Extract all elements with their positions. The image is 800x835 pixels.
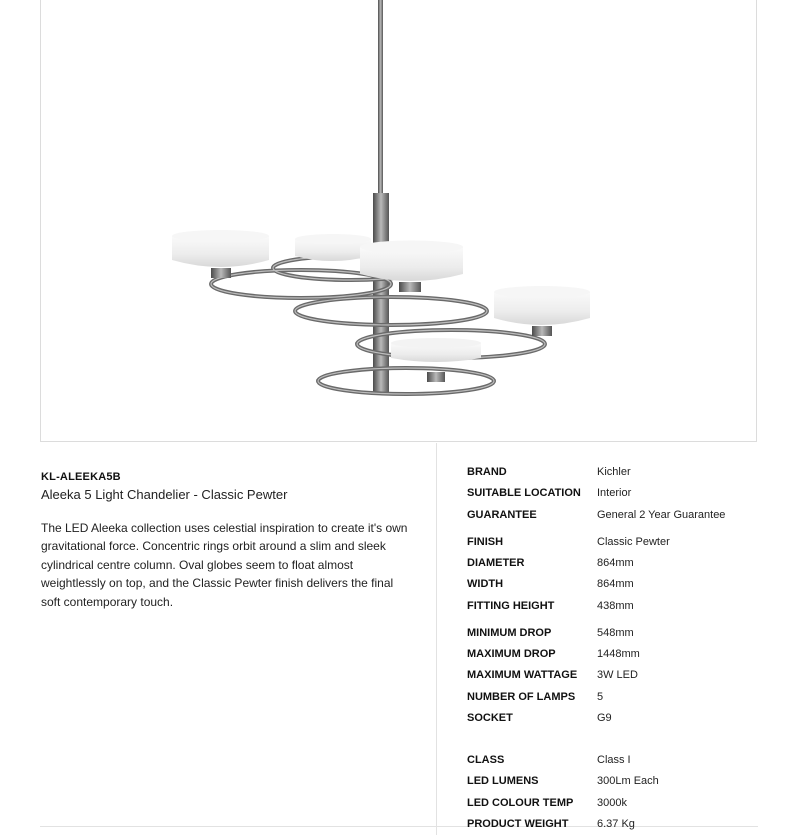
spec-value: Kichler	[597, 466, 631, 478]
spec-row	[467, 487, 767, 503]
spec-row	[467, 691, 767, 707]
spec-row	[467, 712, 767, 728]
spec-value: Interior	[597, 487, 632, 499]
spec-value: 548mm	[597, 627, 634, 639]
spec-value: General 2 Year Guarantee	[597, 509, 726, 521]
suspension-rod	[378, 0, 383, 195]
spec-value: 864mm	[597, 557, 634, 569]
spec-label: FITTING HEIGHT	[467, 600, 555, 612]
spec-label: NUMBER OF LAMPS	[467, 691, 576, 703]
spec-label: BRAND	[467, 466, 507, 478]
spec-row	[467, 536, 767, 552]
glass-shade	[494, 286, 590, 336]
spec-label: SUITABLE LOCATION	[467, 487, 581, 499]
spec-row	[467, 466, 767, 482]
spec-label: LED COLOUR TEMP	[467, 797, 574, 809]
spec-label: PRODUCT WEIGHT	[467, 818, 569, 830]
spec-value: 3000k	[597, 797, 627, 809]
glass-shade	[391, 338, 481, 382]
spec-label: FINISH	[467, 536, 504, 548]
spec-label: LED LUMENS	[467, 775, 539, 787]
spec-row	[467, 600, 767, 616]
product-description: The LED Aleeka collection uses celestial inspiration to create it's own gravitational force. Concentric rings orbit around a slim and sleek cylindrical centre column. Oval globes seem to float almost weightlessly on top, and the Classic Pewter finish delivers the final soft contemporary touch.	[41, 521, 408, 609]
spec-row	[467, 797, 767, 813]
spec-row	[467, 627, 767, 643]
spec-value: Class I	[597, 754, 631, 766]
spec-value: 1448mm	[597, 648, 640, 660]
spec-row	[467, 648, 767, 664]
product-title: Aleeka 5 Light Chandelier - Classic Pewter	[41, 487, 288, 502]
spec-row	[467, 818, 767, 834]
spec-value: G9	[597, 712, 612, 724]
spec-label: MAXIMUM WATTAGE	[467, 669, 578, 681]
column-divider	[436, 443, 437, 835]
chandelier-illustration	[41, 0, 758, 442]
spec-value: 3W LED	[597, 669, 638, 681]
spec-value: 864mm	[597, 578, 634, 590]
spec-value: 5	[597, 691, 604, 703]
spec-label: DIAMETER	[467, 557, 525, 569]
spec-label: WIDTH	[467, 578, 504, 590]
product-sku: KL-ALEEKA5B	[41, 471, 121, 483]
spec-label: MINIMUM DROP	[467, 627, 552, 639]
spec-row	[467, 669, 767, 685]
spec-label: SOCKET	[467, 712, 513, 724]
spec-label: CLASS	[467, 754, 505, 766]
spec-row	[467, 578, 767, 594]
spec-value: 300Lm Each	[597, 775, 659, 787]
glass-shade	[295, 234, 371, 261]
spec-row	[467, 509, 767, 525]
spec-label: MAXIMUM DROP	[467, 648, 556, 660]
spec-value: 6.37 Kg	[597, 818, 635, 830]
spec-row	[467, 754, 767, 770]
spec-value: 438mm	[597, 600, 634, 612]
spec-label: GUARANTEE	[467, 509, 537, 521]
product-image	[40, 0, 757, 442]
spec-value: Classic Pewter	[597, 536, 670, 548]
spec-row	[467, 557, 767, 573]
spec-row	[467, 775, 767, 791]
